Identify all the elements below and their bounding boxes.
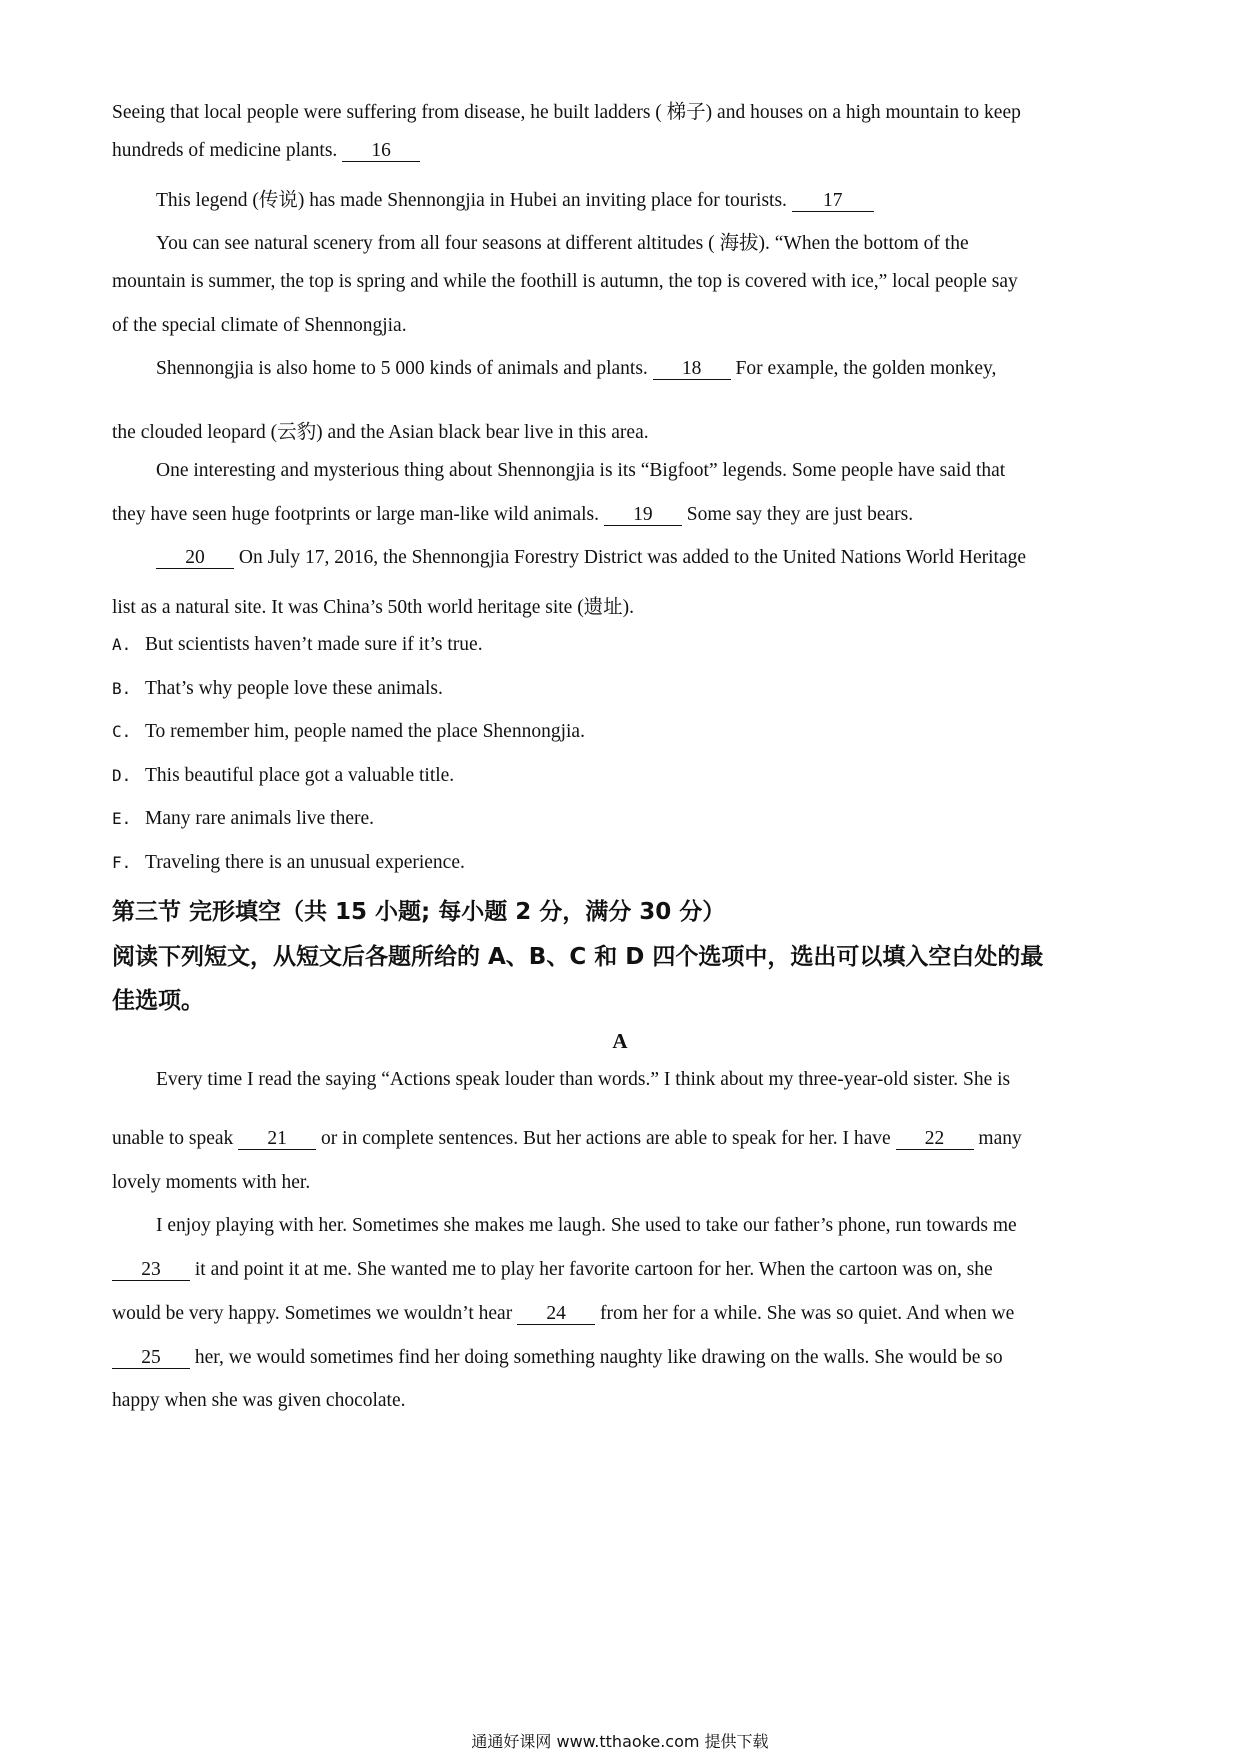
passage-line: list as a natural site. It was China’s 50th world heritage site (遗址). <box>112 597 635 618</box>
passage-line: You can see natural scenery from all four seasons at different altitudes ( 海拔). “When the bottom of the <box>156 233 969 254</box>
passage-line: mountain is summer, the top is spring and while the foothill is autumn, the top is covered with ice,” local people say <box>112 271 1018 292</box>
answer-blank-20: 20 <box>156 548 234 569</box>
passage-line: One interesting and mysterious thing about Shennongjia is its “Bigfoot” legends. Some people have said that <box>156 460 1006 481</box>
passage-line: unable to speak 21 or in complete sentences. But her actions are able to speak for her. I have 22 many <box>112 1128 1022 1149</box>
passage-heading: A <box>612 1029 628 1053</box>
option-d: D. This beautiful place got a valuable title. <box>112 765 455 786</box>
passage-line: hundreds of medicine plants. 16 <box>112 140 1128 162</box>
answer-blank-16: 16 <box>342 141 420 162</box>
passage-line: would be very happy. Sometimes we wouldn’t hear 24 from her for a while. She was so quiet. And when we <box>112 1303 1015 1324</box>
option-f: F. Traveling there is an unusual experience. <box>112 852 465 873</box>
passage-line: the clouded leopard (云豹) and the Asian black bear live in this area. <box>112 422 649 443</box>
passage-line: of the special climate of Shennongjia. <box>112 315 407 336</box>
answer-blank-21: 21 <box>238 1129 316 1150</box>
page-footer: 通通好课网 www.tthaoke.com 提供下载 <box>471 1732 769 1751</box>
option-b: B. That’s why people love these animals. <box>112 678 443 699</box>
option-a: A. But scientists haven’t made sure if it’s true. <box>112 634 483 655</box>
option-c: C. To remember him, people named the place Shennongjia. <box>112 721 585 742</box>
answer-blank-23: 23 <box>112 1260 190 1281</box>
option-e: E. Many rare animals live there. <box>112 808 375 829</box>
passage-line: 20 On July 17, 2016, the Shennongjia Forestry District was added to the United Nations World Heritage <box>156 547 1128 569</box>
answer-blank-24: 24 <box>517 1304 595 1325</box>
passage-line: 23 it and point it at me. She wanted me to play her favorite cartoon for her. When the cartoon was on, she <box>112 1259 1128 1281</box>
answer-blank-22: 22 <box>896 1129 974 1150</box>
section-instruction: 阅读下列短文，从短文后各题所给的 A、B、C 和 D 四个选项中，选出可以填入空白处的最 <box>112 944 1044 970</box>
section-title: 第三节 完形填空（共 15 小题; 每小题 2 分，满分 30 分） <box>112 899 726 925</box>
passage-line: 25 her, we would sometimes find her doing something naughty like drawing on the walls. She would be so <box>112 1347 1128 1369</box>
passage-line: happy when she was given chocolate. <box>112 1390 406 1411</box>
answer-blank-19: 19 <box>604 505 682 526</box>
passage-line: lovely moments with her. <box>112 1172 311 1193</box>
section-instruction: 佳选项。 <box>112 988 204 1014</box>
passage-line: Every time I read the saying “Actions speak louder than words.” I think about my three-year-old sister. She is <box>156 1069 1011 1090</box>
passage-line: they have seen huge footprints or large man-like wild animals. 19 Some say they are just bears. <box>112 504 914 525</box>
passage-line: I enjoy playing with her. Sometimes she makes me laugh. She used to take our father’s phone, run towards me <box>156 1215 1017 1236</box>
passage-line: Seeing that local people were suffering from disease, he built ladders ( 梯子) and houses on a high mountain to keep <box>112 102 1021 123</box>
answer-blank-17: 17 <box>792 191 874 212</box>
passage-line: This legend (传说) has made Shennongjia in Hubei an inviting place for tourists. 17 <box>156 184 1128 212</box>
passage-line: Shennongjia is also home to 5 000 kinds of animals and plants. 18 For example, the golden monkey, <box>156 358 997 379</box>
answer-blank-18: 18 <box>653 359 731 380</box>
answer-blank-25: 25 <box>112 1348 190 1369</box>
